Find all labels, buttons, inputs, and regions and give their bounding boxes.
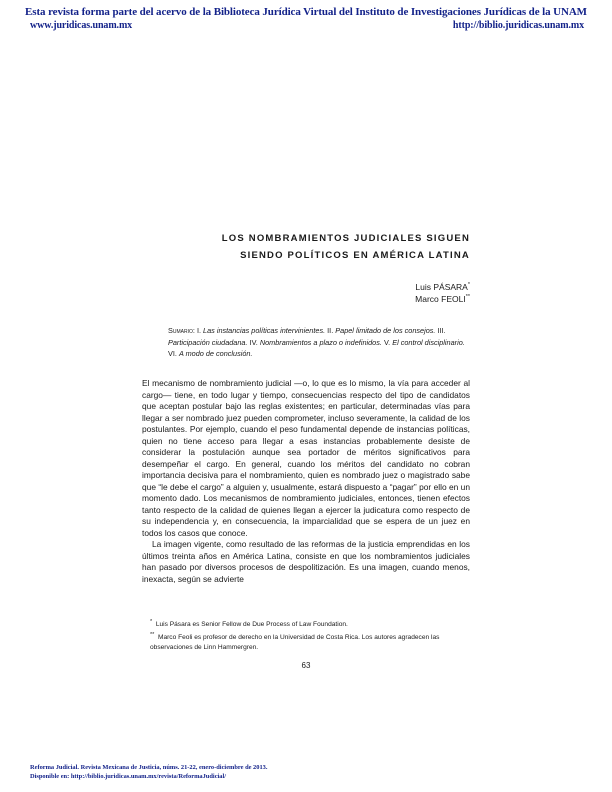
banner-notice: Esta revista forma parte del acervo de la Biblioteca Jurídica Virtual del Instituto de Investigaciones Jurídicas de la UNAM — [25, 6, 587, 18]
summary-item-number: III. — [435, 326, 446, 335]
page-number: 63 — [301, 661, 311, 670]
summary-label: Sumario: — [168, 326, 195, 335]
summary-item-title: El control disciplinario. — [392, 337, 465, 347]
footnote-1 — [150, 620, 470, 631]
title-line-2: SIENDO POLÍTICOS EN AMÉRICA LATINA — [240, 250, 470, 261]
author-2: Marco FEOLI — [415, 294, 466, 304]
title-line-1: LOS NOMBRAMIENTOS JUDICIALES SIGUEN — [221, 233, 470, 244]
biblio-link[interactable]: http://biblio.juridicas.unam.mx — [452, 20, 584, 31]
summary-item-number: I. — [196, 326, 204, 335]
summary-item-title: A modo de conclusión. — [178, 349, 253, 358]
repository-banner — [0, 6, 612, 31]
footnotes — [150, 620, 470, 656]
footnote-2-mark: ** — [150, 631, 155, 638]
summary-item-title: Participación ciudadana. — [168, 337, 248, 347]
citation-footer — [30, 763, 267, 781]
summary-item-number: IV. — [247, 337, 260, 347]
footnote-2 — [150, 633, 470, 654]
author-1-footnote-mark: * — [467, 282, 470, 289]
citation-line: Reforma Judicial. Revista Mexicana de Justicia, núms. 21-22, enero-diciembre de 2013. — [30, 764, 268, 771]
author-2-footnote-mark: ** — [465, 294, 470, 301]
footnote-2-text: Marco Feoli es profesor de derecho en la Universidad de Costa Rica. Los autores agradecen las observaciones de Linn Hammergren. — [150, 633, 440, 651]
article-title — [150, 230, 470, 264]
summary — [168, 325, 470, 360]
footnote-1-mark: * — [150, 618, 153, 625]
authors — [415, 281, 470, 305]
body-paragraph: La imagen vigente, como resultado de las reformas de la justicia emprendidas en los últimos treinta años en América Latina, consiste en que los nombramientos judiciales han pasado por diversos procesos de despolitización. Es una imagen, cuando menos, inexacta, según se advierte — [142, 539, 470, 584]
summary-item-number: II. — [325, 326, 336, 335]
footnote-1-text: Luis Pásara es Senior Fellow de Due Process of Law Foundation. — [155, 621, 348, 628]
summary-item-number: VI. — [168, 349, 179, 358]
summary-item-title: Las instancias políticas intervinientes. — [203, 326, 326, 335]
article-body — [142, 378, 470, 585]
summary-item-number: V. — [381, 337, 393, 347]
availability-line[interactable]: Disponible en: http://biblio.juridicas.unam.mx/revista/ReformaJudicial/ — [30, 773, 227, 780]
author-1: Luis PÁSARA — [415, 282, 468, 292]
summary-item-title: Nombramientos a plazo o indefinidos. — [259, 337, 382, 347]
summary-item-title: Papel limitado de los consejos. — [335, 326, 436, 335]
juridicas-link[interactable]: www.juridicas.unam.mx — [30, 20, 133, 31]
body-paragraph: El mecanismo de nombramiento judicial —o, lo que es lo mismo, la vía para acceder al cargo— tiene, en todo lugar y tiempo, consecuencias respecto del tipo de candidatos que aceptan postular bajo las reglas existentes; en particular, determinadas vías para llegar a ser nombrado juez pueden comprometer, incluso severamente, la calidad de los postulantes. Por ejemplo, cuando el peso fundamental depende de instancias políticas, quien no tiene acceso para llegar a esas instancias probablemente desiste de considerar la postulación aunque sea portador de méritos significativos para desempeñar el cargo. En general, cuando los méritos del candidato no cobran importancia decisiva para el nombramiento, quien es nombrado juez o magistrado sabe que “le debe el cargo” a alguien y, usualmente, estará dispuesto a “pagar” por ello en un momento dado. Los mecanismos de nombramiento judiciales, entonces, tienen efectos tanto respecto de la calidad de quienes llegan a ejercer la judicatura como respecto de su independencia y, en consecuencia, la imparcialidad que se espera de un juez en todos los casos que conoce. — [142, 378, 470, 538]
